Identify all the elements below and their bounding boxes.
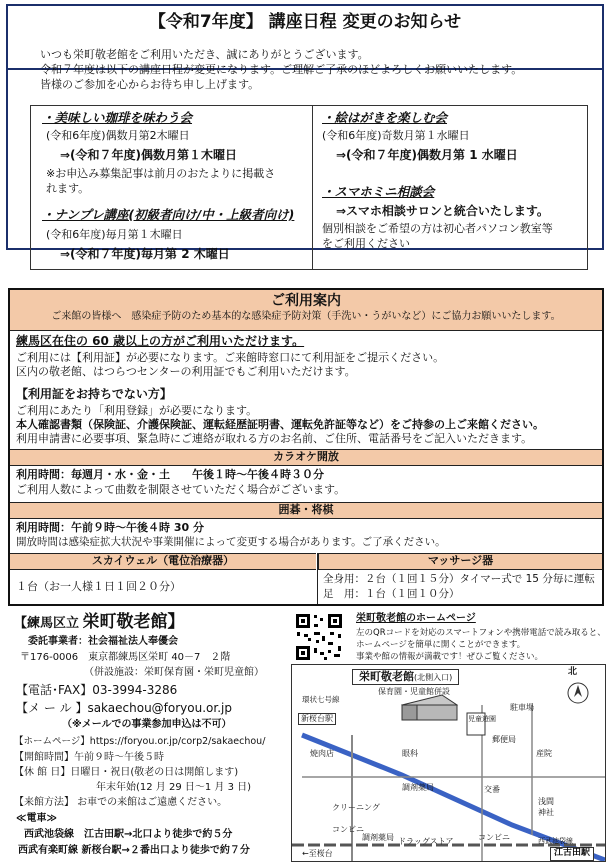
guide-eligibility-2: 区内の敬老館、はつらつセンターの利用証でもご利用いただけます。: [16, 365, 356, 378]
map-label-konbini1: コンビニ: [332, 825, 364, 834]
map-label-kankyo: 環状七号線: [302, 695, 340, 704]
notice-intro-1: いつも栄町敬老館をご利用いただき、誠にありがとうございます。: [40, 48, 369, 61]
facility-ward: 【練馬区立: [14, 616, 80, 631]
karaoke-header: カラオケ開放: [10, 449, 602, 466]
facility-mail-note: （※メールでの事業参加申込は不可）: [62, 719, 232, 730]
facility-address: 〒176-0006 東京都練馬区栄町 40－7 ２階: [20, 652, 231, 663]
facility-closed: 【休 館 日】日曜日・祝日(敬老の日は開館します): [14, 767, 239, 778]
map-north-label: 北: [568, 667, 578, 677]
event-ehagaki-prev: (令和6年度)奇数月第１水曜日: [322, 129, 470, 142]
facility-train2: 西武有楽町線 新桜台駅→２番出口より徒歩で約７分: [18, 845, 250, 856]
facility-annex: （併設施設：栄町保育園・栄町児童館）: [84, 667, 264, 678]
massage-line1: 全身用：２台（１回１５分）タイマー式で 15 分毎に運転: [323, 573, 595, 585]
guide-subtitle: ご来館の皆様へ 感染症予防のため基本的な感染症予防対策（手洗い・うがいなど）にご協力お願いいたします。: [51, 310, 561, 322]
map-facility-sub: (北側入口): [414, 673, 453, 682]
event-coffee-note2: れます。: [46, 182, 90, 195]
karaoke-time: 利用時間：毎週月・水・金・土 午後１時～午後４時３０分: [16, 468, 324, 481]
facility-homepage[interactable]: 【ホームページ】https://foryou.or.jp/corp2/sakaechou/: [14, 736, 266, 747]
map-facility-label: [352, 669, 459, 685]
guide-no-card-title: 【利用証をお持ちでない方】: [16, 387, 172, 401]
igo-header: 囲碁・将棋: [10, 502, 602, 519]
facility-title: 栄町敬老館】: [82, 612, 185, 632]
igo-note: 開放時間は感染症拡大状況や事業開催によって変更する場合があります。ご了承ください。: [16, 536, 446, 548]
map-label-jinja: 神社: [538, 808, 554, 817]
event-smartphone-note2: をご利用ください: [322, 237, 410, 250]
event-numpre-title: ・ナンプレ講座(初級者向け/中・上級者向け): [42, 207, 295, 222]
guide-divider: [317, 553, 318, 604]
event-smartphone-new: ⇒スマホ相談サロンと統合いたします。: [336, 204, 549, 218]
map-label-konbini2: コンビニ: [478, 833, 510, 842]
guide-header: [10, 290, 602, 331]
facility-train-label: ≪電車≫: [16, 813, 57, 824]
facility-closed2: 年末年始(12 月 29 日～1 月 3 日): [96, 782, 252, 793]
facility-mail[interactable]: 【メ ー ル 】sakaechou@foryou.or.jp: [16, 701, 232, 715]
map-label-yubin: 郵便局: [492, 735, 516, 744]
map-facility-name: 栄町敬老館: [359, 670, 414, 683]
map-label-shinsakuradai: 新桜台駅: [298, 713, 336, 725]
karaoke-note: ご利用人数によって曲数を制限させていただく場合がございます。: [16, 483, 346, 496]
event-numpre-prev: (令和6年度)毎月第１木曜日: [46, 228, 183, 241]
massage-header: マッサージ器: [318, 553, 602, 570]
map-label-seibu: 西武池袋線: [538, 837, 573, 845]
map-label-cleaning: クリーニング: [332, 803, 380, 812]
event-numpre-new: ⇒(令和７年度)毎月第 2 木曜日: [60, 247, 230, 261]
event-smartphone-note1: 個別相談をご希望の方は初心者パソコン教室等: [322, 222, 553, 235]
event-smartphone-title: ・スマホミニ相談会: [322, 184, 435, 199]
guide-no-card-1: ご利用にあたり「利用登録」が必要になります。: [16, 404, 258, 417]
event-ehagaki-new: ⇒(令和７年度)偶数月第 1 水曜日: [336, 148, 518, 162]
qr-code-icon[interactable]: [294, 612, 344, 662]
map-label-yakiniku: 焼肉店: [310, 749, 334, 758]
homepage-line2: ホームページを簡単に開くことができます。: [356, 640, 526, 650]
map-label-jidoyuen: 児童遊園: [468, 715, 496, 723]
homepage-title: 栄町敬老館のホームページ: [356, 613, 476, 624]
map-label-sancho: 産院: [536, 749, 552, 758]
homepage-line3: 事業や館の情報が満載です！ぜひご覧ください。: [356, 652, 544, 662]
facility-access: 【来館方法】 お車での来館はご遠慮ください。: [14, 797, 228, 808]
igo-time: 利用時間：午前９時～午後４時 30 分: [16, 521, 204, 534]
access-map: [291, 664, 606, 862]
map-label-asama: 浅間: [538, 797, 554, 806]
map-facility-annex: 保育園・児童館併設: [378, 687, 450, 696]
guide-no-card-2: 本人確認書類（保険証、介護保険証、運転経歴証明書、運転免許証等など）をご持参の上ご来館ください。: [16, 418, 544, 431]
map-label-chusha: 駐車場: [510, 703, 534, 712]
guide-eligibility: 練馬区在住の 60 歳以上の方がご利用いただけます。: [16, 334, 305, 348]
map-label-ganka: 眼科: [402, 749, 418, 758]
event-coffee-note1: ※お申込み募集記事は前月のおたよりに掲載さ: [46, 167, 276, 180]
skywell-value: １台（お一人様１日１回２０分）: [16, 580, 181, 593]
map-label-sakuradai: ←至桜台: [302, 849, 333, 858]
facility-name: [14, 612, 185, 634]
notice-intro-3: 皆様のご参加を心からお待ち申し上げます。: [40, 78, 260, 91]
facility-tel: 【電話･FAX】03-3994-3286: [16, 683, 178, 697]
event-coffee-prev: (令和6年度)偶数月第2木曜日: [46, 129, 190, 142]
facility-hours: 【開館時間】午前９時～午後５時: [14, 752, 164, 763]
notice-title: 【令和7年度】 講座日程 変更のお知らせ: [148, 12, 462, 32]
massage-line2: 足 用：１台（１回１０分）: [323, 588, 460, 600]
map-label-ekoda: 江古田駅: [550, 847, 594, 861]
guide-eligibility-1: ご利用には【利用証】が必要になります。ご来館時窓口にて利用証をご提示ください。: [16, 351, 445, 364]
facility-operator: 委託事業者：社会福祉法人奉優会: [28, 636, 178, 647]
guide-title: ご利用案内: [271, 293, 341, 309]
map-label-chozai2: 調剤薬局: [402, 783, 434, 792]
homepage-line1: 左のQRコードを対応のスマートフォンや携帯電話で読み取ると、: [356, 628, 606, 638]
guide-box: [8, 288, 604, 606]
event-ehagaki-title: ・絵はがきを楽しむ会: [322, 110, 448, 125]
guide-no-card-3: 利用申請書に必要事項、緊急時にご連絡が取れる方のお名前、ご住所、電話番号をご記入いただきます。: [16, 432, 533, 445]
skywell-header: スカイウェル（電位治療器）: [10, 553, 316, 570]
event-coffee-title: ・美味しい珈琲を味わう会: [42, 110, 193, 125]
map-label-chozai: 調剤薬局: [362, 833, 394, 842]
map-label-drugstore: ドラッグストア: [398, 837, 454, 846]
map-label-kouban: 交番: [484, 785, 500, 794]
event-coffee-new: ⇒(令和７年度)偶数月第１木曜日: [60, 148, 238, 162]
facility-train1: 西武池袋線 江古田駅→北口より徒歩で約５分: [24, 829, 233, 840]
notice-intro-2: 令和７年度は以下の講座日程が変更になります。ご理解ご了承のほどよろしくお願いいたします。: [40, 63, 523, 76]
